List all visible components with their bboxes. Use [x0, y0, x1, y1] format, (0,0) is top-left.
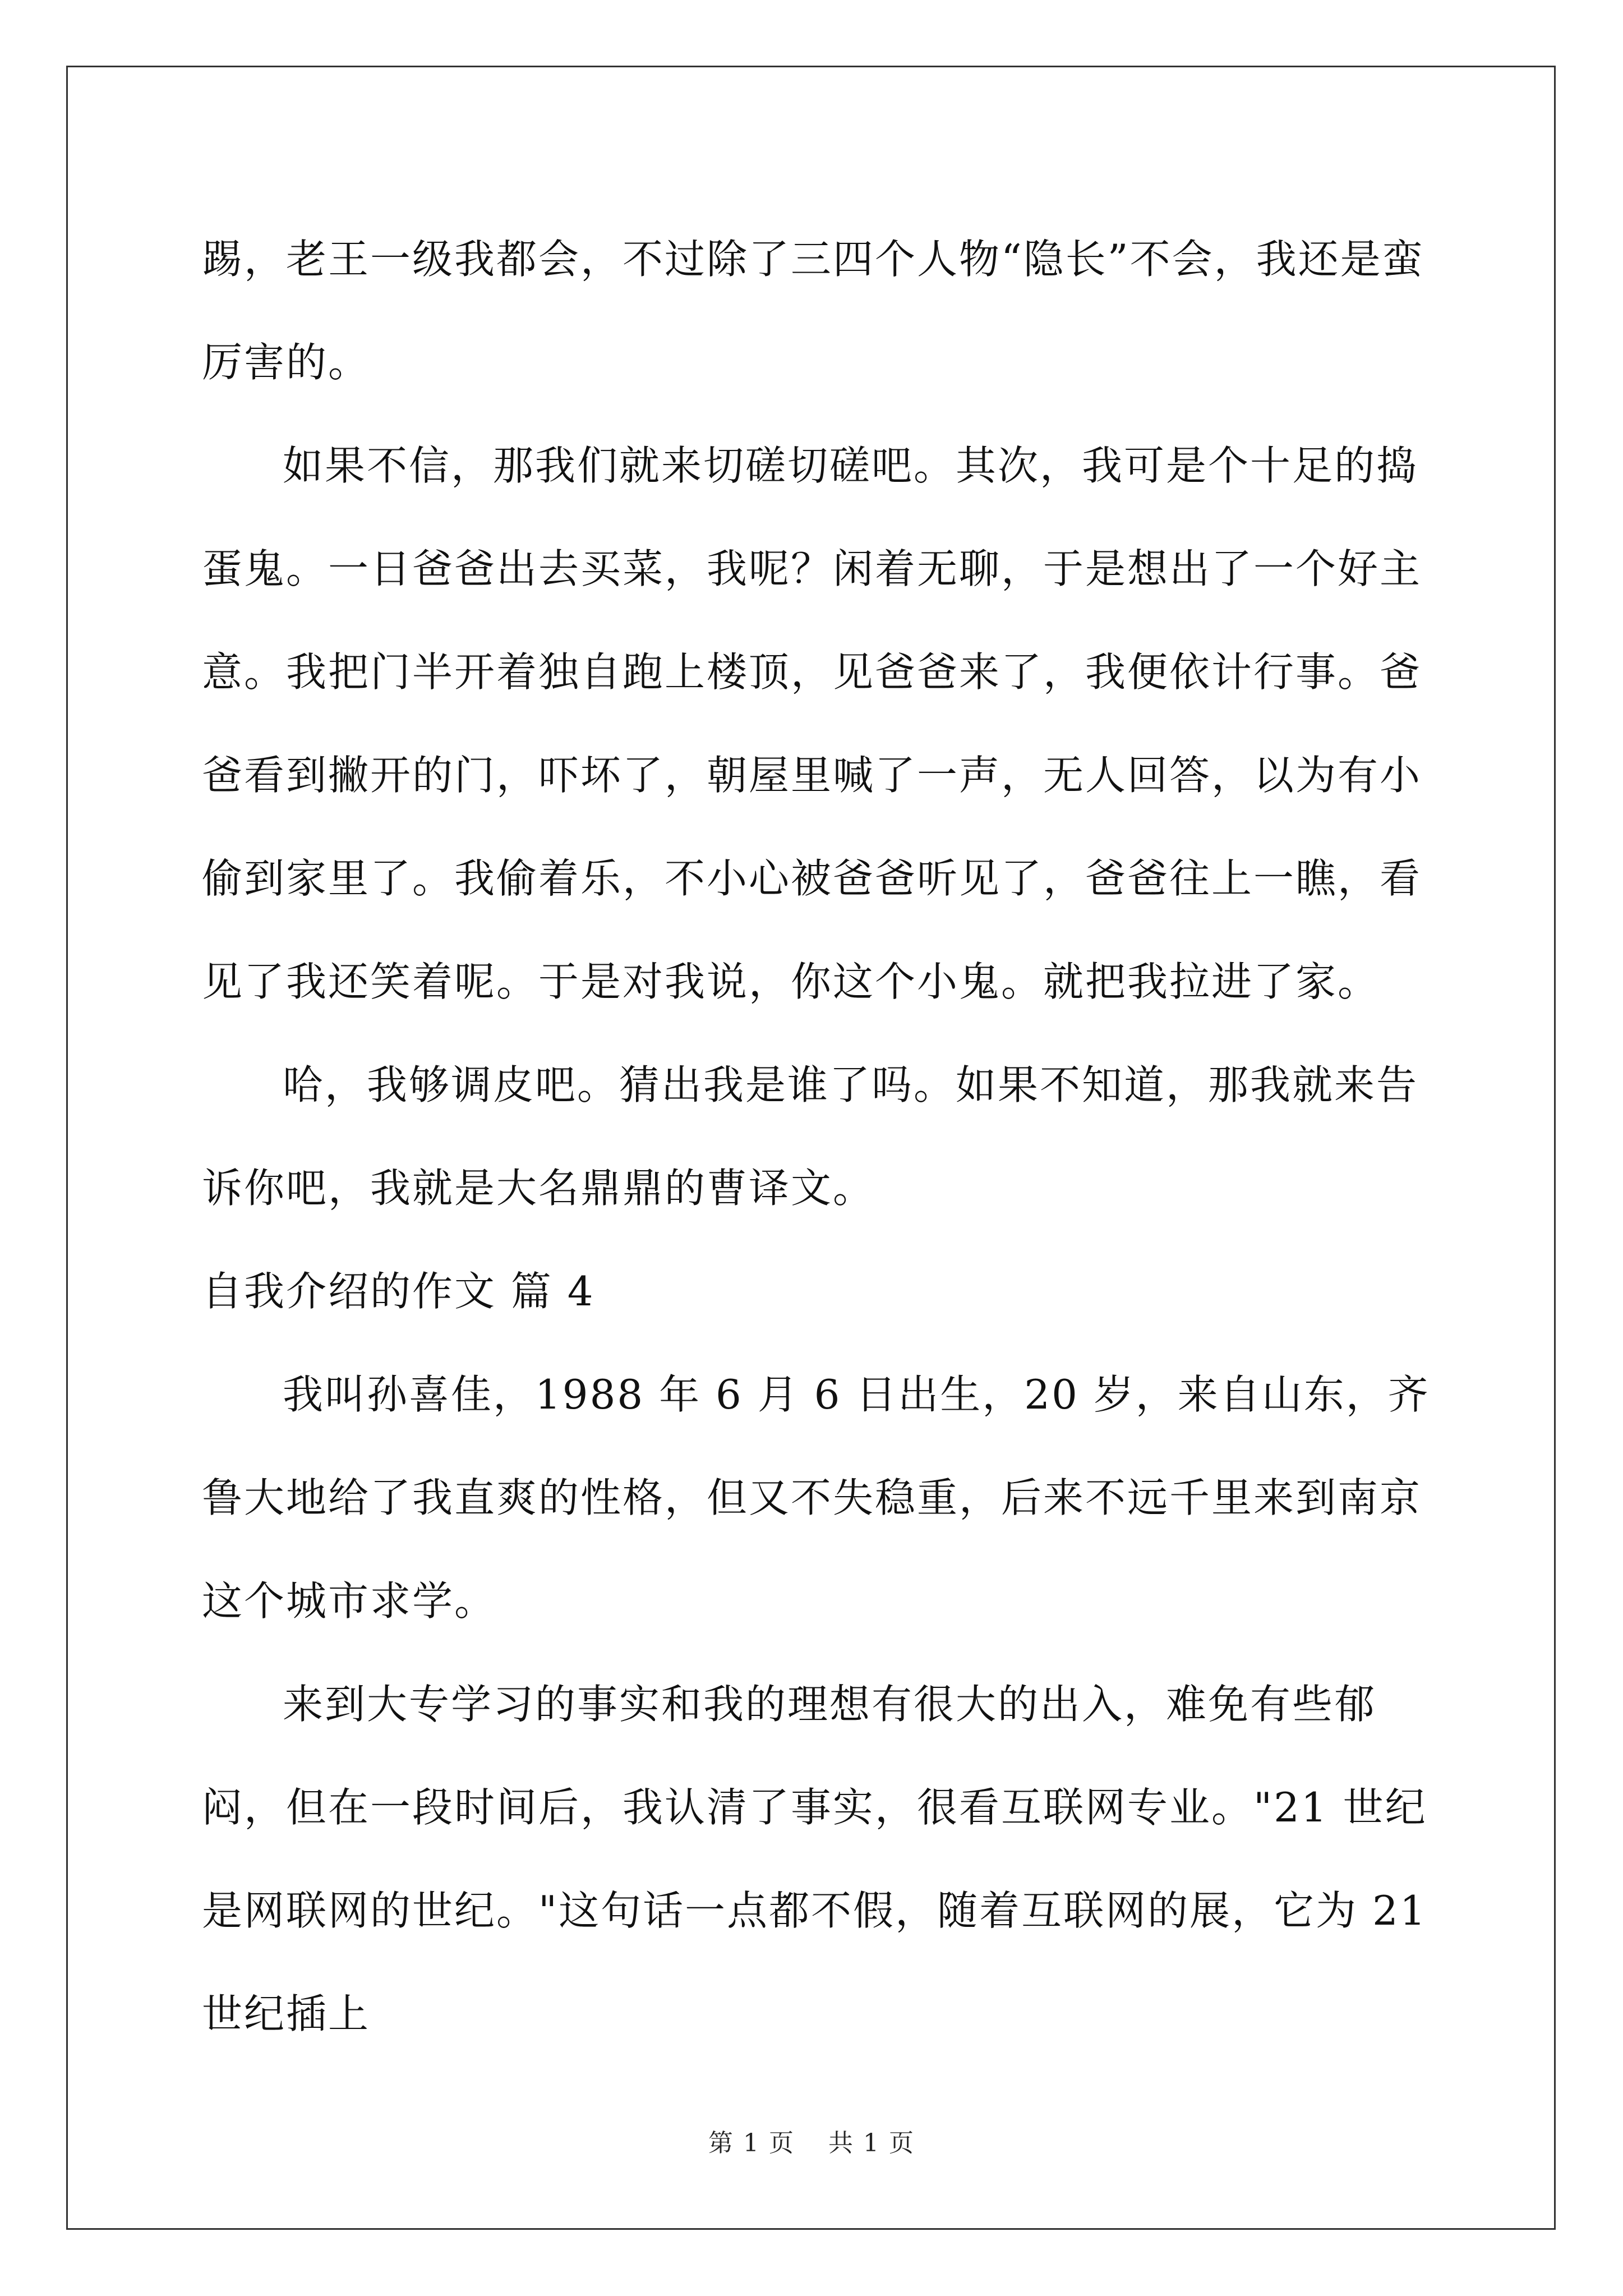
document-body: [202, 208, 1436, 2065]
paragraph: 我叫孙喜佳，1988 年 6 月 6 日出生，20 岁，来自山东，齐鲁大地给了我直爽的性格，但又不失稳重，后来不远千里来到南京这个城市求学。: [202, 1371, 1430, 1625]
paragraph-continuation: 踢，老王一级我都会，不过除了三四个人物“隐长”不会，我还是蛮厉害的。: [202, 236, 1424, 386]
paragraph: 哈，我够调皮吧。猜出我是谁了吗。如果不知道，那我就来告诉你吧，我就是大名鼎鼎的曹译文。: [202, 1061, 1419, 1212]
page-total: 共 1 页: [828, 2129, 915, 2157]
paragraph: 如果不信，那我们就来切磋切磋吧。其次，我可是个十足的捣蛋鬼。一日爸爸出去买菜，我呢？闲着无聊，于是想出了一个好主意。我把门半开着独自跑上楼顶，见爸爸来了，我便依计行事。爸爸看到撇开的门，吓坏了，朝屋里喊了一声，无人回答，以为有小偷到家里了。我偷着乐，不小心被爸爸听见了，爸爸往上一瞧，看见了我还笑着呢。于是对我说，你这个小鬼。就把我拉进了家。: [202, 442, 1422, 1005]
page-number: 第 1 页: [708, 2129, 795, 2157]
section-heading: 自我介绍的作文 篇 4: [202, 1268, 595, 1315]
paragraph: 来到大专学习的事实和我的理想有很大的出入，难免有些郁闷，但在一段时间后，我认清了事实，很看互联网专业。"21 世纪是网联网的世纪。"这句话一点都不假，随着互联网的展，它为 21 世纪插上: [202, 1681, 1427, 2037]
page-footer: [0, 2123, 1623, 2159]
